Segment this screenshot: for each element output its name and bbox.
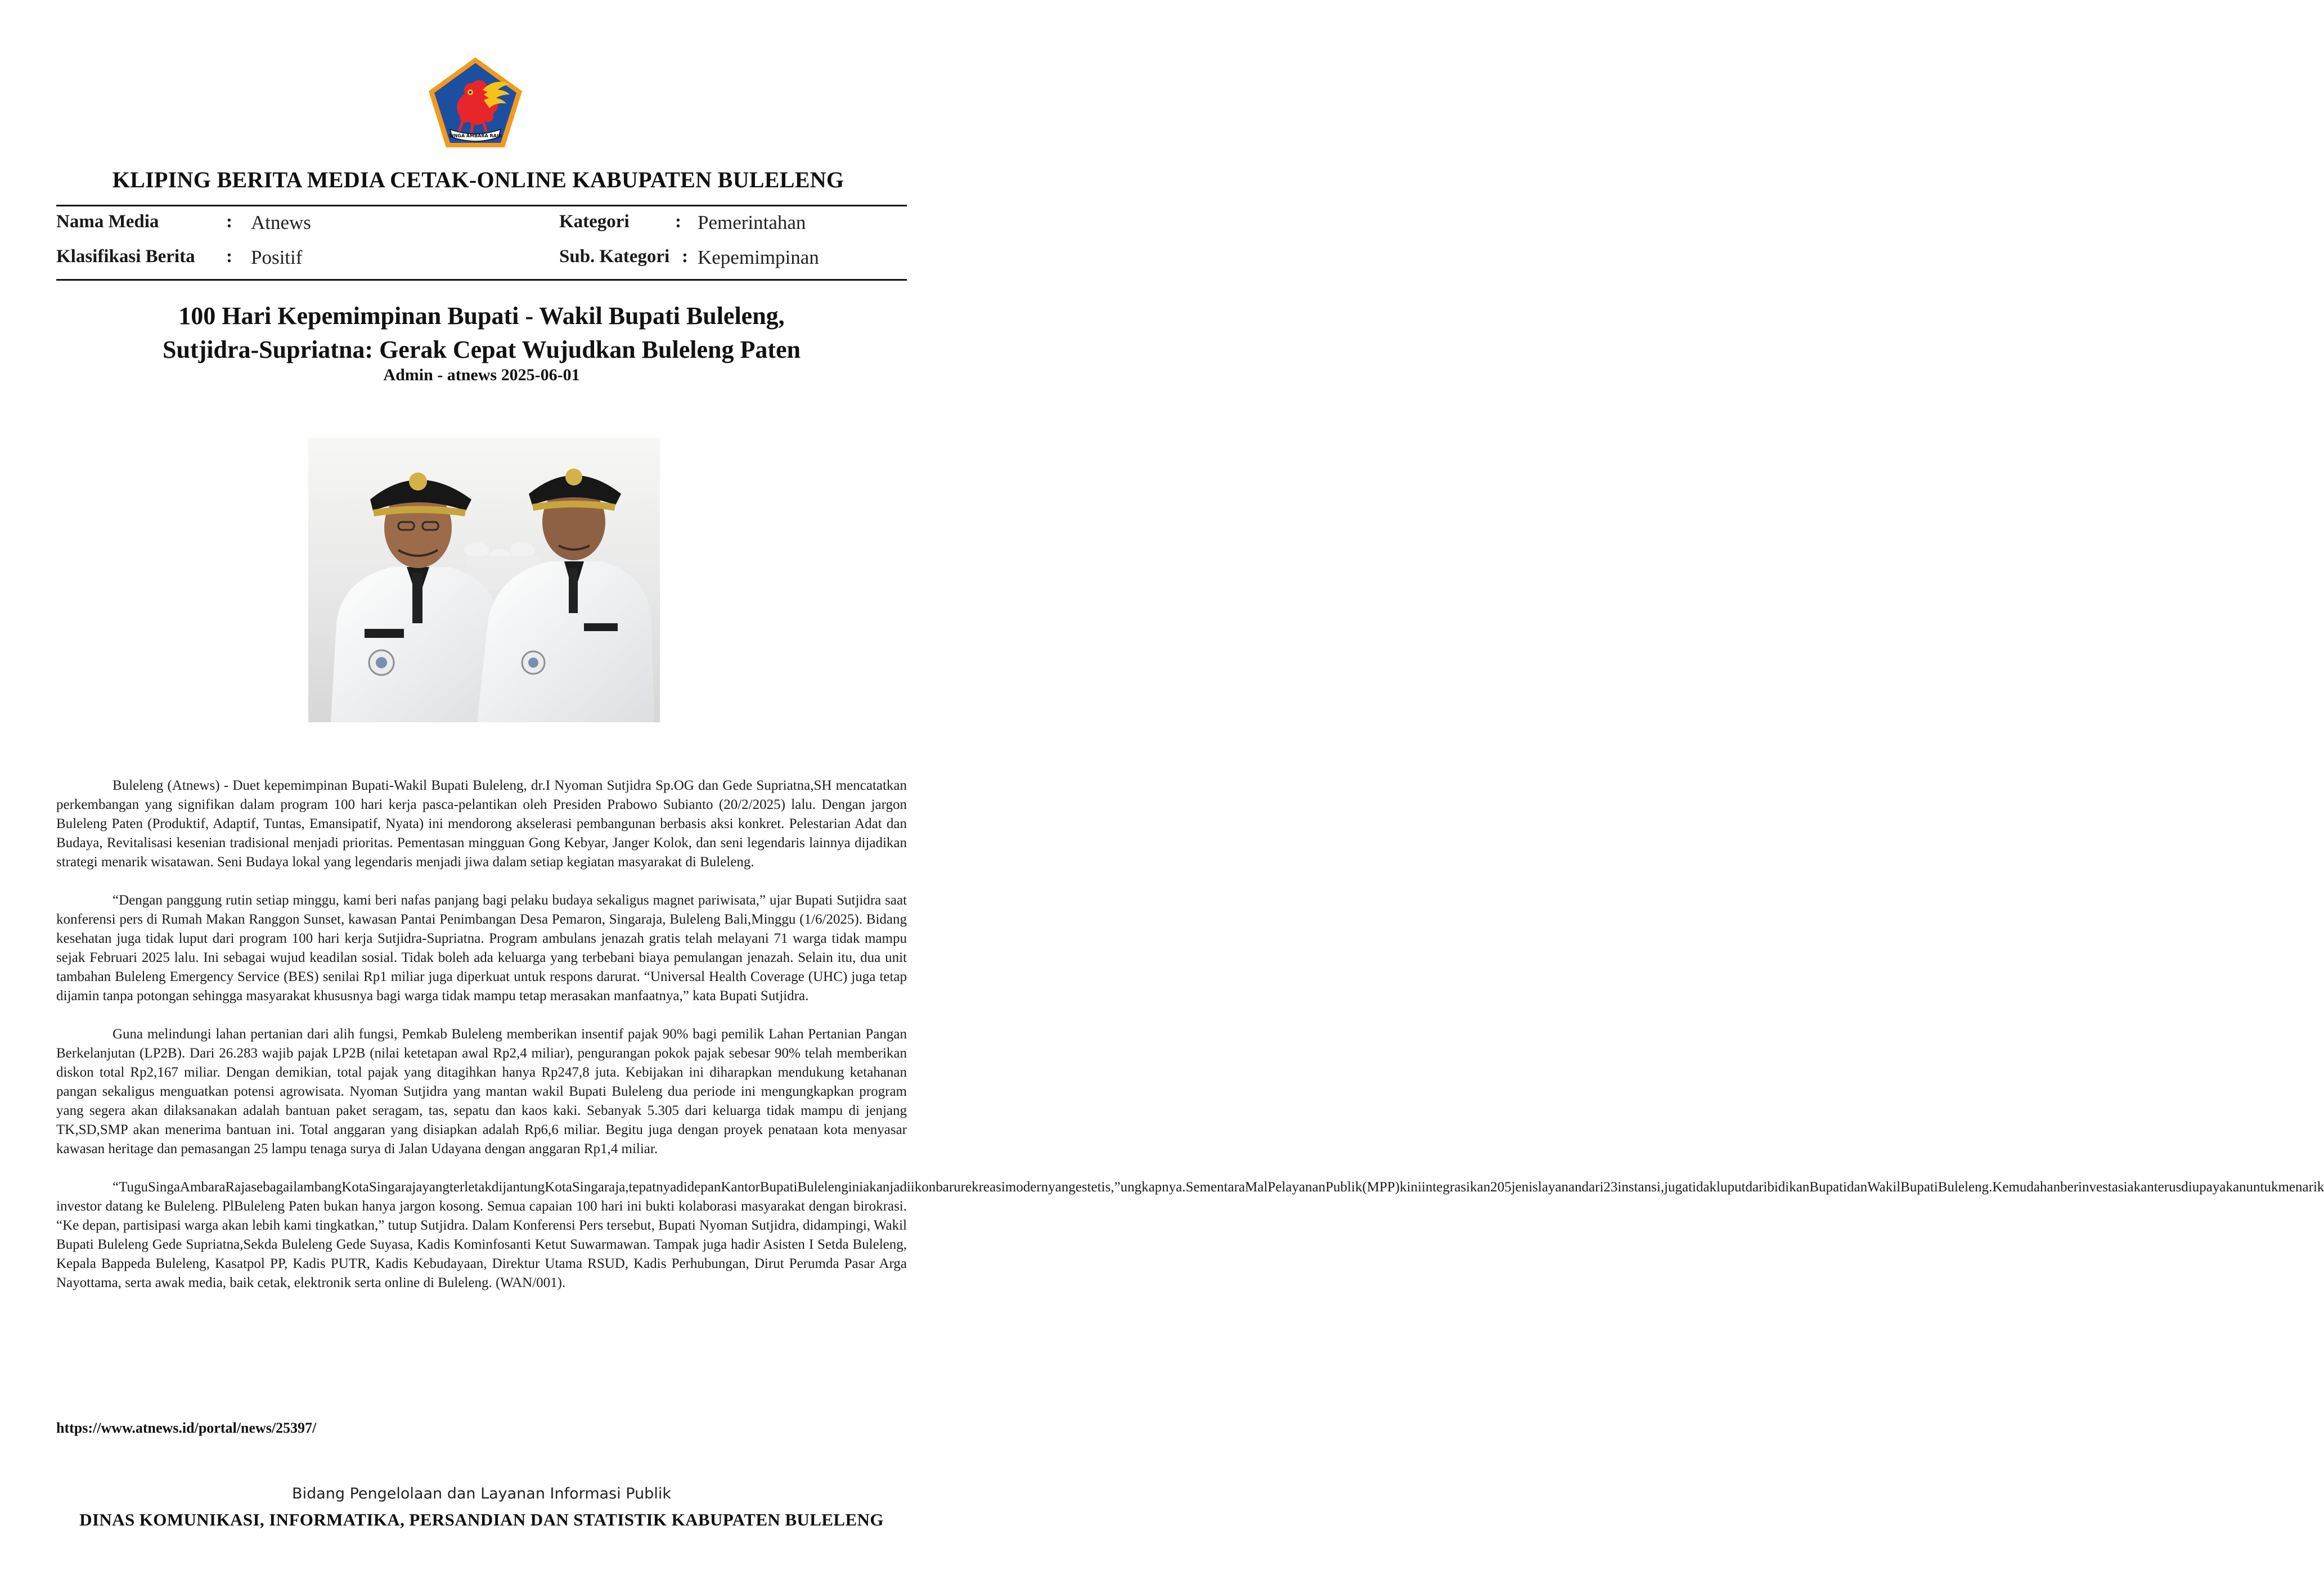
- document-heading: KLIPING BERITA MEDIA CETAK-ONLINE KABUPATEN BULELENG: [112, 167, 844, 192]
- article-title-line-1: 100 Hari Kepemimpinan Bupati - Wakil Bupati Buleleng,: [178, 302, 785, 330]
- media-colon: :: [226, 212, 232, 232]
- category-label: Kategori: [559, 212, 630, 232]
- singa-ambara-raja-emblem-icon: [425, 55, 525, 151]
- subcategory-colon: :: [682, 246, 688, 267]
- article-paragraph: “Dengan panggung rutin setiap minggu, kami beri nafas panjang bagi pelaku budaya sekaligus magnet pariwisata,” ujar Bupati Sutjidra saat konferensi pers di Rumah Makan Ranggon Sunset, kawasan Pantai Penimbangan Desa Pemaron, Singaraja, Buleleng Bali,Minggu (1/6/2025). Bidang kesehatan juga tidak luput dari program 100 hari kerja Sutjidra-Supriatna. Program ambulans jenazah gratis telah melayani 71 warga tidak mampu sejak Februari 2025 lalu. Ini sebagai wujud keadilan sosial. Tidak boleh ada keluarga yang terbebani biaya pemulangan jenazah. Selain itu, dua unit tambahan Buleleng Emergency Service (BES) senilai Rp1 miliar juga diperkuat untuk respons darurat. “Universal Health Coverage (UHC) juga tetap dijamin tanpa potongan sehingga masyarakat khususnya bagi warga tidak mampu tetap merasakan manfaatnya,” kata Bupati Sutjidra.: [56, 893, 907, 1004]
- classification-colon: :: [226, 246, 232, 267]
- article-paragraph: Buleleng (Atnews) - Duet kepemimpinan Bupati-Wakil Bupati Buleleng, dr.I Nyoman Sutjidra Sp.OG dan Gede Supriatna,SH mencatatkan perkembangan yang signifikan dalam program 100 hari kerja pasca-pelantikan oleh Presiden Prabowo Subianto (20/2/2025) lalu. Dengan jargon Buleleng Paten (Produktif, Adaptif, Tuntas, Emansipatif, Nyata) ini mendorong akselerasi pembangunan berbasis aksi konkret. Pelestarian Adat dan Budaya, Revitalisasi kesenian tradisional menjadi prioritas. Pementasan mingguan Gong Kebyar, Janger Kolok, dan seni legendaris lainnya dijadikan strategi menarik wisatawan. Seni Budaya lokal yang legendaris menjadi jiwa dalam setiap kegiatan masyarakat di Buleleng.: [56, 778, 907, 870]
- classification-label: Klasifikasi Berita: [56, 246, 195, 267]
- header-divider-top: [56, 205, 907, 206]
- article-title: [56, 299, 907, 367]
- classification-value: Positif: [251, 246, 303, 268]
- header-divider-bottom: [56, 279, 907, 281]
- article-paragraph: Guna melindungi lahan pertanian dari alih fungsi, Pemkab Buleleng memberikan insentif pajak 90% bagi pemilik Lahan Pertanian Pangan Berkelanjutan (LP2B). Dari 26.283 wajib pajak LP2B (nilai ketetapan awal Rp2,4 miliar), pengurangan pokok pajak sebesar 90% telah memberikan diskon total Rp2,167 miliar. Dengan demikian, total pajak yang ditagihkan hanya Rp247,8 juta. Kebijakan ini diharapkan mendukung ketahanan pangan sekaligus menguatkan potensi agrowisata. Nyoman Sutjidra yang mantan wakil Bupati Buleleng dua periode ini mengungkapkan program yang segera akan dilaksanakan adalah bantuan paket seragam, tas, sepatu dan kaos kaki. Sebanyak 5.305 dari keluarga tidak mampu di jenjang TK,SD,SMP akan menerima bantuan ini. Total anggaran yang disiapkan adalah Rp6,6 miliar. Begitu juga dengan proyek penataan kota menyasar kawasan heritage dan pemasangan 25 lampu tenaga surya di Jalan Udayana dengan anggaran Rp1,4 miliar.: [56, 1027, 907, 1156]
- footer-department: Bidang Pengelolaan dan Layanan Informasi Publik: [292, 1485, 671, 1502]
- article-title-line-2: Sutjidra-Supriatna: Gerak Cepat Wujudkan Buleleng Paten: [163, 336, 801, 363]
- article-byline: Admin - atnews 2025-06-01: [383, 366, 580, 384]
- media-label: Nama Media: [56, 212, 159, 232]
- officials-photo: [308, 438, 660, 722]
- footer-agency: DINAS KOMUNIKASI, INFORMATIKA, PERSANDIAN DAN STATISTIK KABUPATEN BULELENG: [79, 1510, 884, 1529]
- svg-text:SINGA AMBARA RAJA: SINGA AMBARA RAJA: [448, 133, 502, 138]
- media-value: Atnews: [251, 212, 311, 233]
- source-url-link[interactable]: https://www.atnews.id/portal/news/25397/: [56, 1420, 317, 1436]
- subcategory-value: Kepemimpinan: [698, 246, 819, 268]
- article-paragraph: “TuguSingaAmbaraRajasebagailambangKotaSingarajayangterletakdijantungKotaSingaraja,tepatnyadidepanKantorBupatiBulelenginiakanjadiikonbarurekreasimodernyangestetis,”ungkapnya.SementaraMalPelayananPublik(MPP)kiniintegrasikan205jenislayanandari23instansi,jugatidakluputdaribidikanBupatidanWakilBupatiBuleleng.Kemudahanberinvestasiakanterusdiupayakanuntukmenarik investor datang ke Buleleng. PlBuleleng Paten bukan hanya jargon kosong. Semua capaian 100 hari ini bukti kolaborasi masyarakat dengan birokrasi. “Ke depan, partisipasi warga akan lebih kami tingkatkan,” tutup Sutjidra. Dalam Konferensi Pers tersebut, Bupati Nyoman Sutjidra, didampingi, Wakil Bupati Buleleng Gede Supriatna,Sekda Buleleng Gede Suyasa, Kadis Kominfosanti Ketut Suwarmawan. Tampak juga hadir Asisten I Setda Buleleng, Kepala Bappeda Buleleng, Kasatpol PP, Kadis PUTR, Kadis Kebudayaan, Direktur Utama RSUD, Kadis Perhubungan, Dirut Perumda Pasar Arga Nayottama, serta awak media, baik cetak, elektronik serta online di Buleleng. (WAN/001).: [56, 1180, 2324, 1290]
- category-colon: :: [675, 212, 681, 232]
- article-body: [56, 776, 2324, 1312]
- category-value: Pemerintahan: [698, 212, 806, 233]
- subcategory-label: Sub. Kategori: [559, 246, 670, 267]
